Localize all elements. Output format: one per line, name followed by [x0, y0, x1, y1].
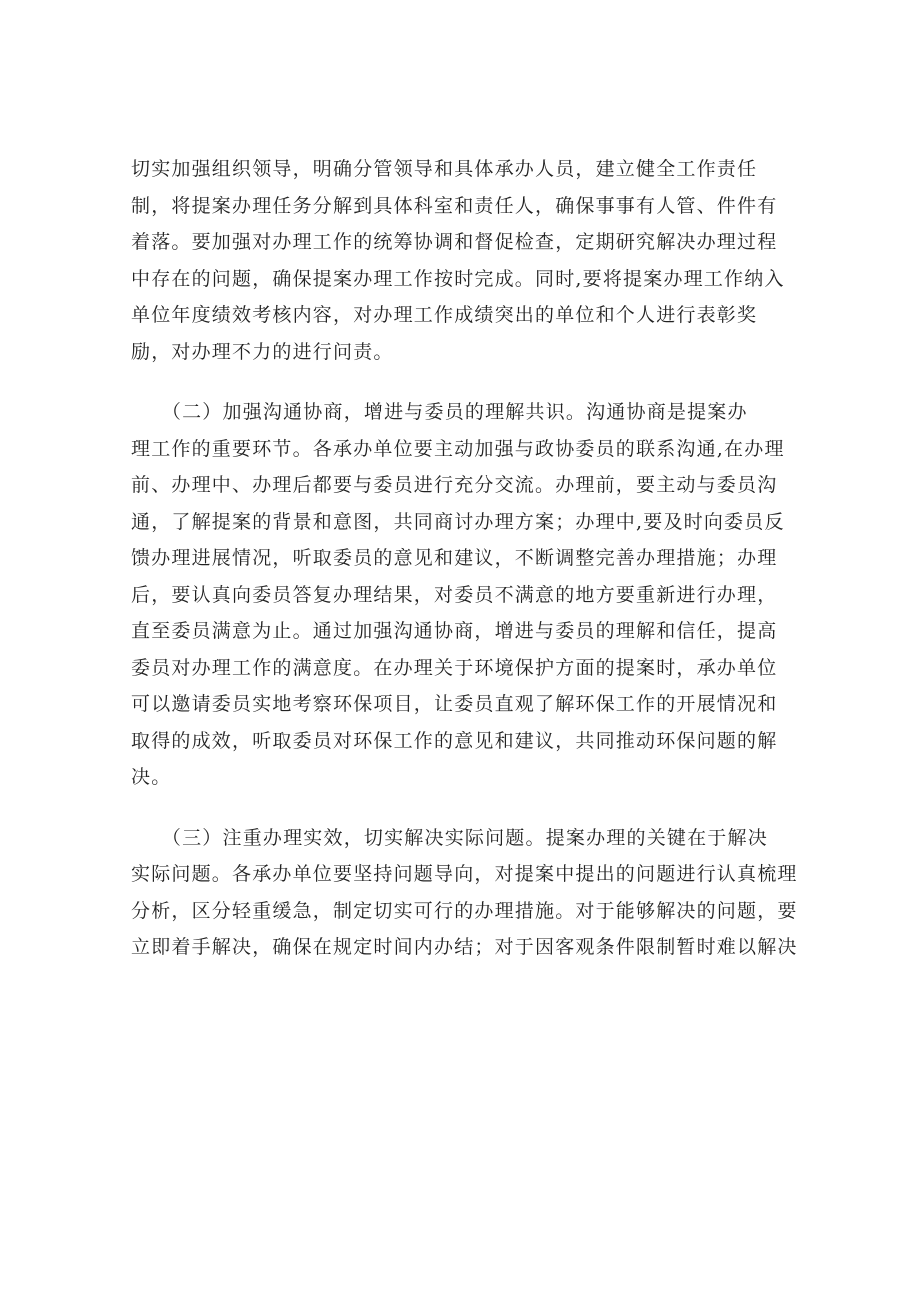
text-line: 通，了解提案的背景和意图，共同商讨办理方案；办理中,要及时向委员反 — [131, 510, 785, 533]
text-line: 切实加强组织领导，明确分管领导和具体承办人员，建立健全工作责任 — [131, 158, 758, 180]
text-line: 前、办理中、办理后都要与委员进行充分交流。办理前，要主动与委员沟 — [131, 474, 778, 496]
text-line: 分析，区分轻重缓急，制定切实可行的办理措施。对于能够解决的问题，要 — [131, 899, 798, 922]
text-line: 着落。要加强对办理工作的统筹协调和督促检查，定期研究解决办理过程 — [131, 231, 778, 253]
text-line: （二）加强沟通协商，增进与委员的理解共识。沟通协商是提案办 — [131, 401, 748, 423]
text-line: 决。 — [131, 766, 172, 788]
document-body — [131, 151, 801, 966]
paragraph-gap — [131, 370, 801, 394]
text-line: 直至委员满意为止。通过加强沟通协商，增进与委员的理解和信任，提高 — [131, 620, 778, 642]
text-line: 励，对办理不力的进行问责。 — [131, 340, 394, 363]
text-line: 理工作的重要环节。各承办单位要主动加强与政协委员的联系沟通,在办理 — [131, 437, 785, 460]
text-line: 实际问题。各承办单位要坚持问题导向，对提案中提出的问题进行认真梳理 — [131, 863, 798, 885]
text-line: （三）注重办理实效，切实解决实际问题。提案办理的关键在于解决 — [131, 826, 768, 849]
paragraph-communication — [131, 394, 801, 796]
text-line: 立即着手解决，确保在规定时间内办结；对于因客观条件限制暂时难以解决 — [131, 936, 798, 958]
text-line: 后，要认真向委员答复办理结果，对委员不满意的地方要重新进行办理， — [131, 583, 778, 606]
text-line: 可以邀请委员实地考察环保项目，让委员直观了解环保工作的开展情况和 — [131, 693, 778, 715]
paragraph-gap — [131, 796, 801, 820]
paragraph-responsibility — [131, 151, 801, 370]
paragraph-effectiveness — [131, 820, 801, 966]
text-line: 单位年度绩效考核内容，对办理工作成绩突出的单位和个人进行表彰奖 — [131, 304, 758, 326]
text-line: 中存在的问题，确保提案办理工作按时完成。同时,要将提案办理工作纳入 — [131, 267, 785, 290]
text-line: 取得的成效，听取委员对环保工作的意见和建议，共同推动环保问题的解 — [131, 729, 778, 752]
text-line: 制，将提案办理任务分解到具体科室和责任人，确保事事有人管、件件有 — [131, 194, 778, 217]
text-line: 委员对办理工作的满意度。在办理关于环境保护方面的提案时，承办单位 — [131, 656, 778, 679]
text-line: 馈办理进展情况，听取委员的意见和建议，不断调整完善办理措施；办理 — [131, 547, 778, 569]
